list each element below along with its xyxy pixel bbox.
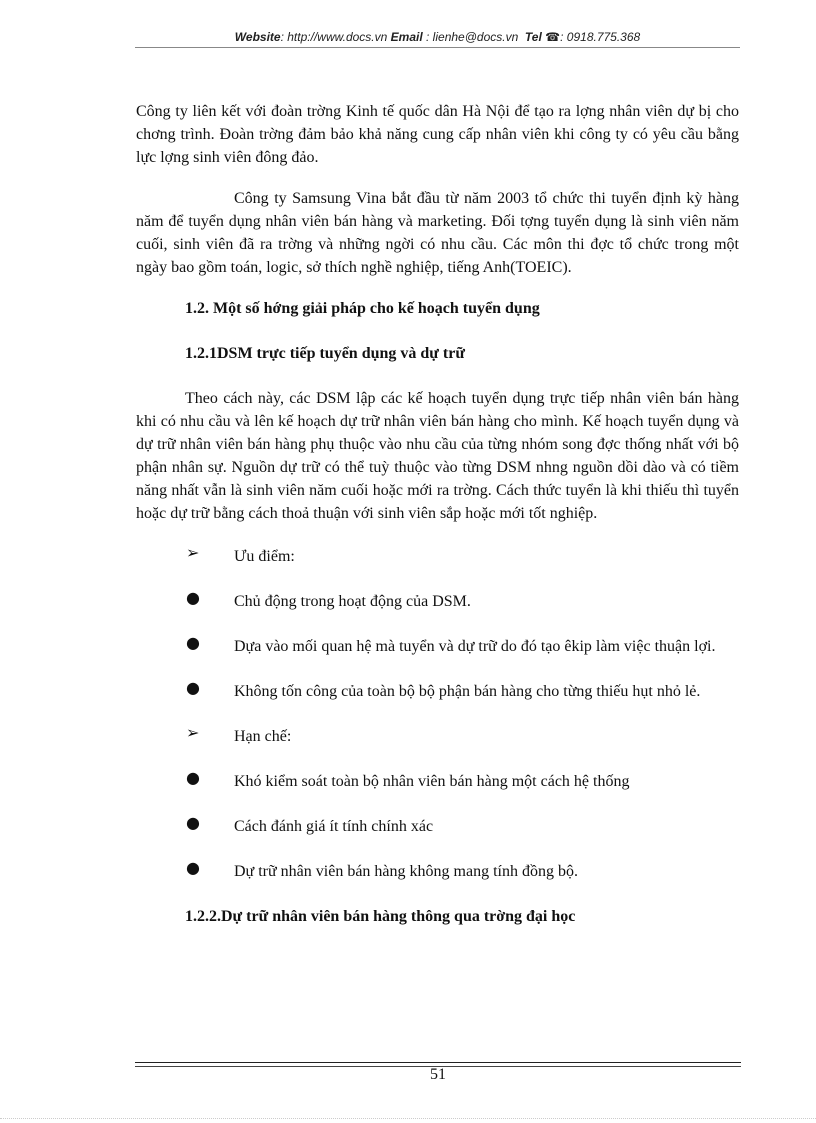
list-item: ● Cách đánh giá ít tính chính xác <box>186 813 434 835</box>
website-label: Website <box>234 30 281 44</box>
bullet-icon: ● <box>186 633 200 652</box>
tel-value: : 0918.775.368 <box>560 30 641 44</box>
header-divider <box>135 47 740 48</box>
bullet-icon: ● <box>186 768 200 787</box>
subsection-heading: 1.2.2.Dự trữ nhân viên bán hàng thông qua trờng đại học <box>185 908 576 925</box>
list-item: ● Không tốn công của toàn bộ bộ phận bán hàng cho từng thiếu hụt nhỏ lẻ. <box>186 678 701 700</box>
subsection-heading: 1.2.1DSM trực tiếp tuyển dụng và dự trữ <box>185 345 465 362</box>
page-number: 51 <box>430 1066 446 1083</box>
email-value: : lienhe@docs.vn <box>426 30 519 44</box>
page-header <box>135 30 740 44</box>
document-body <box>136 100 739 950</box>
bullet-icon: ● <box>186 858 200 877</box>
website-value: : http://www.docs.vn <box>280 30 388 44</box>
bullet-icon: ● <box>186 678 200 697</box>
pros-title: ➢ Ưu điểm: <box>186 543 295 565</box>
arrow-icon: ➢ <box>186 723 200 742</box>
bullet-icon: ● <box>186 813 200 832</box>
bullet-icon: ● <box>186 588 200 607</box>
arrow-icon: ➢ <box>186 543 200 562</box>
email-label: Email <box>390 30 423 44</box>
list-item: ● Dựa vào mối quan hệ mà tuyển và dự trữ do đó tạo êkip làm việc thuận lợi. <box>186 633 716 655</box>
list-item: ● Dự trữ nhân viên bán hàng không mang tính đồng bộ. <box>186 858 578 880</box>
footer-divider <box>135 1062 741 1063</box>
list-item: ● Chủ động trong hoạt động của DSM. <box>186 588 471 610</box>
paragraph: Theo cách này, các DSM lập các kế hoạch tuyển dụng trực tiếp nhân viên bán hàng khi có nhu cầu và lên kế hoạch dự trữ nhân viên bán hàng cho mình. Kế hoạch tuyển dụng và dự trữ nhân viên bán hàng phụ thuộc vào nhu cầu của từng nhóm song đợc thống nhất với bộ phận nhân sự. Nguồn dự trữ có thể tuỳ thuộc vào từng DSM nhng nguồn dồi dào và có tiềm năng nhất vẫn là sinh viên năm cuối hoặc mới ra trờng. Cách thức tuyển là khi thiếu thì tuyển hoặc dự trữ bằng cách thoả thuận với sinh viên sắp hoặc mới tốt nghiệp. <box>136 390 739 522</box>
list-item: ● Khó kiểm soát toàn bộ nhân viên bán hàng một cách hệ thống <box>186 768 630 790</box>
section-heading: 1.2. Một số hớng giải pháp cho kế hoạch tuyển dụng <box>185 300 540 317</box>
phone-icon: ☎ <box>545 30 561 44</box>
paragraph: Công ty Samsung Vina bắt đầu từ năm 2003 tổ chức thi tuyển định kỳ hàng năm để tuyển dụng nhân viên bán hàng và marketing. Đối tợng tuyển dụng là sinh viên năm cuối, sinh viên đã ra trờng và những ngời có nhu cầu. Các môn thi đợc tổ chức trong một ngày bao gồm toán, logic, sở thích nghề nghiệp, tiếng Anh(TOEIC). <box>136 190 739 276</box>
cons-title: ➢ Hạn chế: <box>186 723 292 745</box>
tel-label: Tel <box>524 30 542 44</box>
paragraph: Công ty liên kết với đoàn trờng Kinh tế quốc dân Hà Nội để tạo ra lợng nhân viên dự bị cho chơng trình. Đoàn trờng đảm bảo khả năng cung cấp nhân viên khi công ty có yêu cầu bằng lực lợng sinh viên đông đảo. <box>136 103 739 166</box>
page-edge <box>0 1118 816 1119</box>
